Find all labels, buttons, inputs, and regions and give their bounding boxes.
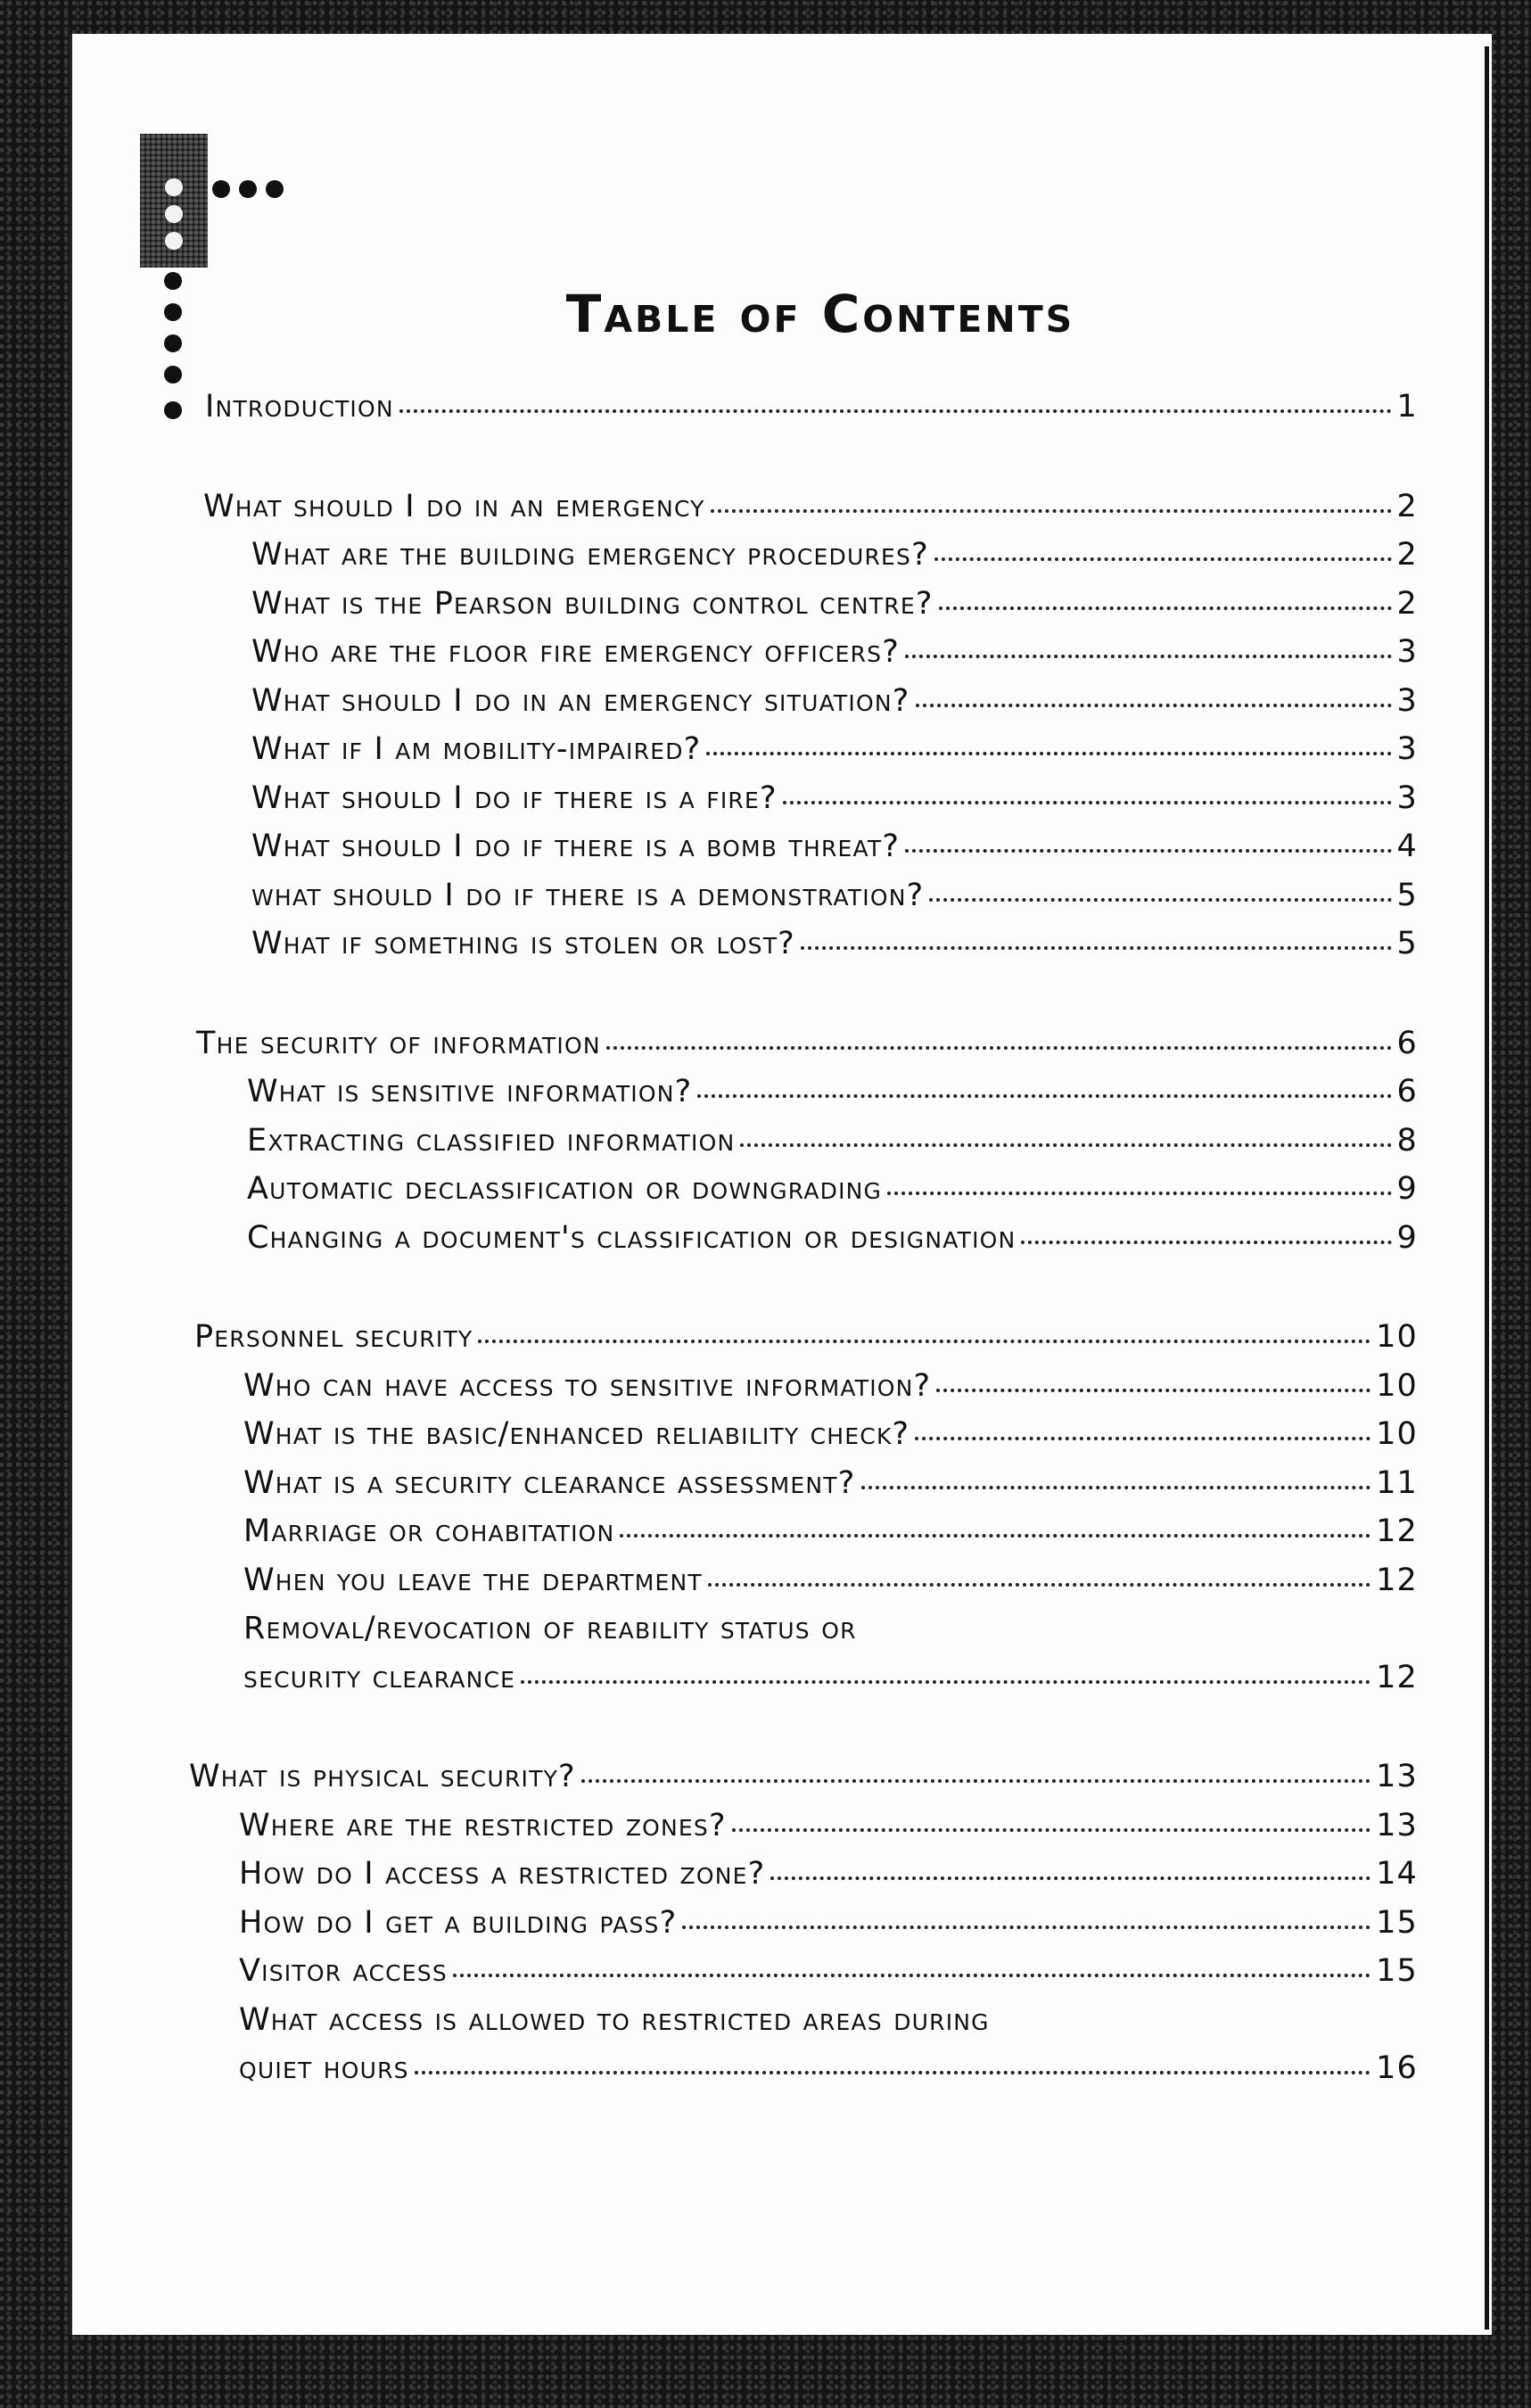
bullet-dot-icon <box>212 180 230 198</box>
toc-entry <box>251 537 1418 573</box>
toc-section-page-number: 2 <box>1396 488 1418 524</box>
toc-entry-label: What is sensitive information? <box>247 1074 693 1109</box>
toc-entry-page-number: 10 <box>1376 1367 1418 1404</box>
toc-entry-page-number: 2 <box>1396 537 1418 573</box>
toc-entry-page-number: 16 <box>1376 2050 1418 2086</box>
toc-section <box>196 1026 1418 1061</box>
dot-leader <box>620 1534 1370 1538</box>
toc-entry <box>239 1905 1418 1941</box>
toc-entry-page-number: 3 <box>1396 731 1418 767</box>
toc-entry-label: What should I do if there is a bomb threat? <box>251 829 901 864</box>
toc-entry <box>251 780 1418 816</box>
toc-section-label: What should I do in an emergency <box>203 488 705 524</box>
toc-entry-page-number: 13 <box>1376 1807 1418 1843</box>
toc-entry-label: Who are the floor fire emergency officers? <box>251 634 901 670</box>
toc-entry-label: What access is allowed to restricted areas during <box>239 2001 990 2038</box>
toc-section-page-number: 6 <box>1396 1025 1418 1061</box>
dot-leader <box>939 606 1392 610</box>
toc-section-label: The security of information <box>196 1025 601 1061</box>
toc-section <box>205 389 1418 425</box>
dot-leader <box>861 1486 1371 1489</box>
bullet-dot-icon <box>266 180 284 198</box>
toc-entry-page-number: 3 <box>1396 779 1418 816</box>
toc-entry-page-number: 6 <box>1396 1074 1418 1109</box>
toc-entry-label: Removal/revocation of reability status or <box>243 1611 857 1646</box>
toc-entry-label: Who can have access to sensitive information? <box>243 1367 932 1404</box>
logo-dot-icon <box>165 205 183 223</box>
toc-entry-page-number: 5 <box>1396 926 1418 961</box>
toc-entry-label: What if I am mobility-impaired? <box>251 731 702 767</box>
toc-entry-label: What should I do in an emergency situation? <box>251 682 910 719</box>
dot-leader <box>708 1583 1370 1587</box>
logo-dot-icon <box>165 232 183 250</box>
right-edge-rule <box>1485 46 1489 2330</box>
toc-entry-label: How do I get a building pass? <box>239 1904 678 1941</box>
toc-entry-label: What if something is stolen or lost? <box>251 926 795 961</box>
dot-leader <box>682 1926 1370 1929</box>
toc-section-page-number: 1 <box>1396 389 1418 425</box>
dot-leader <box>606 1046 1392 1050</box>
dot-leader <box>934 557 1392 561</box>
toc-entry-page-number: 9 <box>1396 1171 1418 1207</box>
toc-entry-label: How do I access a restricted zone? <box>239 1856 766 1892</box>
toc-entry <box>251 926 1418 961</box>
toc-entry <box>243 1563 1418 1598</box>
toc-section-label: What is physical security? <box>189 1759 576 1794</box>
dot-leader <box>783 801 1392 804</box>
toc-entry-label: security clearance <box>243 1659 516 1695</box>
toc-entry-page-number: 4 <box>1396 829 1418 864</box>
toc-entry-page-number: 12 <box>1376 1659 1418 1695</box>
toc-entry-page-number: 12 <box>1376 1562 1418 1598</box>
dot-leader <box>905 655 1392 658</box>
toc-entry-page-number: 14 <box>1376 1856 1418 1892</box>
dot-leader <box>697 1094 1391 1098</box>
toc-entry <box>239 1953 1418 1989</box>
toc-entry <box>239 1808 1418 1843</box>
toc-section <box>203 489 1418 524</box>
dot-leader <box>740 1143 1391 1147</box>
toc-entry-label: Visitor access <box>239 1953 448 1989</box>
toc-section-page-number: 10 <box>1376 1319 1418 1355</box>
dot-leader <box>936 1389 1370 1392</box>
toc-entry-label: Marriage or cohabitation <box>243 1513 615 1549</box>
toc-entry-page-number: 10 <box>1376 1416 1418 1452</box>
toc-entry-page-number: 3 <box>1396 682 1418 719</box>
toc-entry-page-number: 5 <box>1396 877 1418 913</box>
dot-leader <box>711 509 1392 513</box>
toc-entry-label: What should I do if there is a fire? <box>251 779 778 816</box>
toc-entry <box>243 1660 1418 1695</box>
dot-leader <box>521 1680 1370 1684</box>
toc-entry-page-number: 3 <box>1396 634 1418 670</box>
toc-entry <box>243 1465 1418 1501</box>
toc-entry-label: what should I do if there is a demonstration? <box>251 877 925 913</box>
toc-entry-page-number: 9 <box>1396 1219 1418 1256</box>
toc-entry <box>247 1171 1418 1207</box>
toc-entry <box>251 634 1418 670</box>
toc-section <box>194 1319 1418 1355</box>
toc-entry-label: Changing a document's classification or designation <box>247 1219 1017 1256</box>
logo-dot-icon <box>165 178 183 196</box>
dot-leader <box>887 1192 1391 1195</box>
toc-entry <box>251 829 1418 864</box>
toc-entry-label: What is a security clearance assessment? <box>243 1464 856 1501</box>
toc-entry-label: What is the Pearson building control centre? <box>251 585 934 622</box>
toc-entry-label: When you leave the department <box>243 1562 703 1598</box>
toc-section-label: Introduction <box>205 389 394 425</box>
toc-entry-page-number: 2 <box>1396 585 1418 622</box>
toc-entry <box>243 1513 1418 1549</box>
dot-leader <box>581 1779 1370 1783</box>
bullet-dot-icon <box>164 401 182 419</box>
toc-entry <box>251 878 1418 913</box>
bullet-dot-icon <box>164 366 182 383</box>
dot-leader <box>905 849 1391 853</box>
toc-entry-label: Extracting classified information <box>247 1122 736 1159</box>
toc-entry <box>251 683 1418 719</box>
toc-entry <box>243 1611 1418 1646</box>
toc-entry-label: What are the building emergency procedures? <box>251 537 929 573</box>
toc-entry-page-number: 15 <box>1376 1904 1418 1941</box>
dot-leader <box>916 704 1392 707</box>
toc-section-page-number: 13 <box>1376 1759 1418 1794</box>
page-title: Table of Contents <box>565 284 1075 344</box>
dot-leader <box>770 1876 1370 1880</box>
dot-leader <box>915 1437 1370 1440</box>
toc-entry <box>247 1123 1418 1159</box>
toc-entry <box>247 1220 1418 1256</box>
toc-entry <box>239 2050 1418 2086</box>
toc-entry-page-number: 8 <box>1396 1122 1418 1159</box>
toc-entry <box>251 586 1418 622</box>
toc-section <box>189 1759 1418 1794</box>
dot-leader <box>929 898 1391 902</box>
dot-leader <box>415 2071 1370 2074</box>
dot-leader <box>706 752 1391 755</box>
dot-leader <box>1021 1241 1391 1244</box>
toc-entry <box>239 2002 1418 2038</box>
bullet-dot-icon <box>239 180 257 198</box>
toc-entry-label: quiet hours <box>239 2050 409 2086</box>
toc-entry <box>243 1416 1418 1452</box>
dot-leader <box>453 1974 1370 1977</box>
toc-entry-page-number: 15 <box>1376 1953 1418 1989</box>
toc-entry-label: What is the basic/enhanced reliability check? <box>243 1416 910 1452</box>
dot-leader <box>732 1828 1370 1832</box>
toc-entry-label: Automatic declassification or downgrading <box>247 1171 883 1207</box>
toc-entry-page-number: 12 <box>1376 1513 1418 1549</box>
toc-entry <box>239 1856 1418 1892</box>
toc-entry <box>243 1368 1418 1404</box>
toc-entry <box>251 731 1418 767</box>
toc-entry-page-number: 11 <box>1376 1464 1418 1501</box>
dot-leader <box>478 1340 1370 1343</box>
dot-leader <box>801 946 1392 950</box>
dot-leader <box>399 409 1392 413</box>
toc-section-label: Personnel security <box>194 1319 473 1355</box>
toc-entry <box>247 1074 1418 1109</box>
toc-entry-label: Where are the restricted zones? <box>239 1807 727 1843</box>
